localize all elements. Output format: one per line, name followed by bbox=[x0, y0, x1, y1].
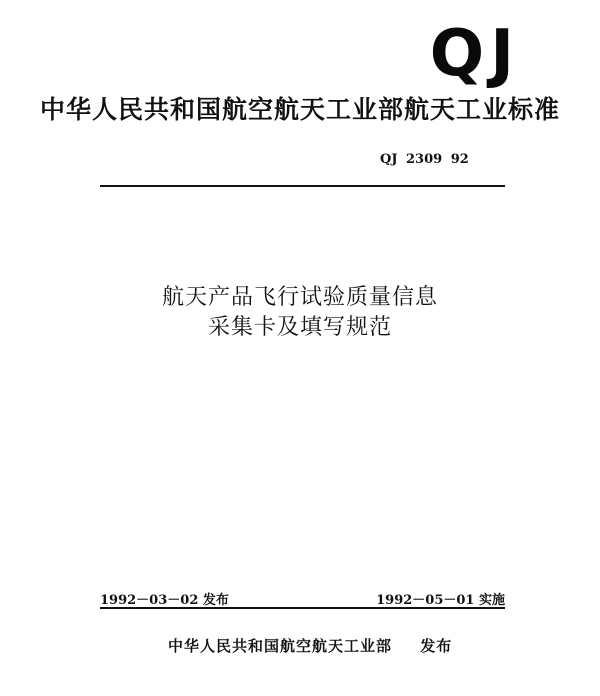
top-divider bbox=[100, 185, 505, 187]
implementation-date: 1992－05－01 实施 bbox=[376, 593, 505, 608]
footer-publish-label: 发布 bbox=[420, 637, 453, 655]
issue-date: 1992－03－02 发布 bbox=[100, 593, 229, 608]
footer-issuer bbox=[168, 635, 452, 656]
bottom-divider bbox=[100, 607, 505, 609]
issuer-heading: 中华人民共和国航空航天工业部航天工业标准 bbox=[39, 95, 560, 124]
standard-code: QJ 2309 92 bbox=[380, 152, 469, 167]
footer-issuer-name: 中华人民共和国航空航天工业部 bbox=[168, 637, 393, 655]
title-line-1: 航天产品飞行试验质量信息 bbox=[161, 285, 438, 310]
title-line-2: 采集卡及填写规范 bbox=[207, 315, 392, 340]
qj-logo: QJ bbox=[429, 17, 520, 91]
document-title bbox=[0, 283, 600, 343]
